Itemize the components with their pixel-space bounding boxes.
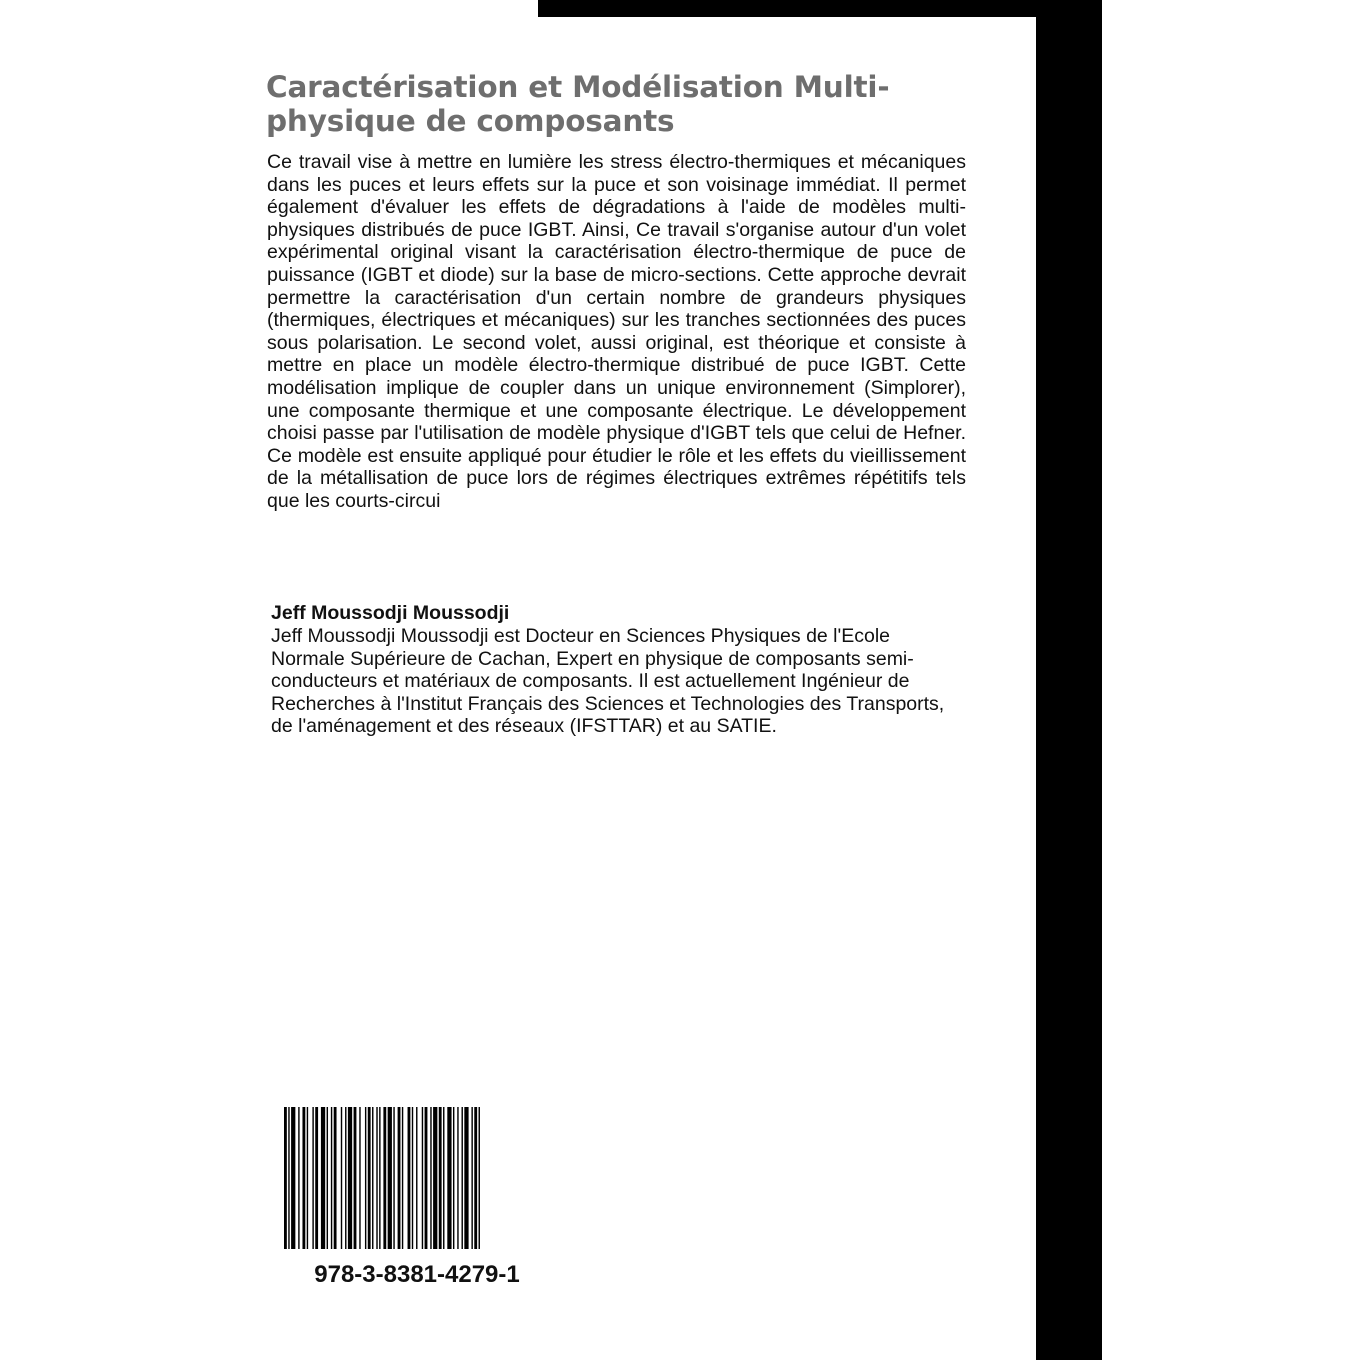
- barcode-bar: [425, 1107, 428, 1249]
- barcode-bar: [341, 1107, 342, 1249]
- barcode-bar: [348, 1107, 352, 1249]
- barcode-bar: [433, 1107, 437, 1249]
- barcode-bar: [464, 1107, 468, 1249]
- barcode-bar: [327, 1107, 328, 1249]
- barcode-bar: [321, 1107, 325, 1249]
- barcode-bar: [383, 1107, 386, 1249]
- barcode-bar: [345, 1107, 346, 1249]
- book-spine: [1036, 0, 1102, 1360]
- barcode-bar: [422, 1107, 423, 1249]
- barcode-bar: [474, 1107, 477, 1249]
- barcode-bar: [443, 1107, 444, 1249]
- barcode-bar: [408, 1107, 411, 1249]
- barcode-bar: [412, 1107, 413, 1249]
- barcode-bar: [291, 1107, 295, 1249]
- cover-top-strip: [538, 0, 1102, 17]
- barcode-bar: [284, 1107, 287, 1249]
- barcode-bar: [462, 1107, 463, 1249]
- barcode-graphic: [284, 1107, 550, 1249]
- barcode-bar: [479, 1107, 480, 1249]
- barcode-bar: [307, 1107, 308, 1249]
- barcode-bar: [379, 1107, 380, 1249]
- barcode-bar: [393, 1107, 394, 1249]
- barcode-bar: [471, 1107, 472, 1249]
- barcode-bar: [439, 1107, 442, 1249]
- barcode-bar: [388, 1107, 392, 1249]
- barcode-bar: [334, 1107, 337, 1249]
- barcode-bar: [368, 1107, 371, 1249]
- barcode-bar: [331, 1107, 332, 1249]
- barcode-bar: [298, 1107, 299, 1249]
- barcode-bar: [376, 1107, 377, 1249]
- barcode-bar: [372, 1107, 373, 1249]
- barcode-bar: [447, 1107, 451, 1249]
- barcode-bar: [416, 1107, 417, 1249]
- barcode-bar: [354, 1107, 357, 1249]
- barcode-bar: [315, 1107, 318, 1249]
- barcode-bar: [402, 1107, 403, 1249]
- barcode-bar: [430, 1107, 431, 1249]
- book-title: Caractérisation et Modélisation Multi-physique de composants: [266, 70, 890, 138]
- author-bio: Jeff Moussodji Moussodji est Docteur en Sciences Physiques de l'Ecole Normale Supérieure de Cachan, Expert en physique de composants semi-conducteurs et matériaux de composants. Il est actuellement Ingénieur de Recherches à l'Institut Français des Sciences et Technologies des Transports, de l'aménagement et des réseaux (IFSTTAR) et au SATIE.: [271, 625, 945, 738]
- barcode-bar: [365, 1107, 366, 1249]
- author-name: Jeff Moussodji Moussodji: [271, 602, 510, 624]
- barcode-bar: [398, 1107, 401, 1249]
- barcode-bar: [312, 1107, 313, 1249]
- isbn-barcode: [284, 1107, 550, 1249]
- barcode-bar: [457, 1107, 458, 1249]
- barcode-bar: [302, 1107, 305, 1249]
- isbn-number: 978-3-8381-4279-1: [314, 1261, 520, 1288]
- book-description: Ce travail vise à mettre en lumière les stress électro-thermiques et mécaniques dans les puces et leurs effets sur la puce et son voisinage immédiat. Il permet également d'évaluer les effets de dégradations à l'aide de modèles multi-physiques distribués de puce IGBT. Ainsi, Ce travail s'organise autour d'un volet expérimental original visant la caractérisation électro-thermique de puce de puissance (IGBT et diode) sur la base de micro-sections. Cette approche devrait permettre la caractérisation d'un certain nombre de grandeurs physiques (thermiques, électriques et mécaniques) sur les tranches sectionnées des puces sous polarisation. Le second volet, aussi original, est théorique et consiste à mettre en place un modèle électro-thermique distribué de puce IGBT. Cette modélisation implique de coupler dans un unique environnement (Simplorer), une composante thermique et une composante électrique. Le développement choisi passe par l'utilisation de modèle physique d'IGBT tels que celui de Hefner. Ce modèle est ensuite appliqué pour étudier le rôle et les effets du vieillissement de la métallisation de puce lors de régimes électriques extrêmes répétitifs tels que les courts-circui: [267, 151, 966, 512]
- barcode-bar: [359, 1107, 360, 1249]
- barcode-bar: [453, 1107, 454, 1249]
- barcode-bar: [288, 1107, 289, 1249]
